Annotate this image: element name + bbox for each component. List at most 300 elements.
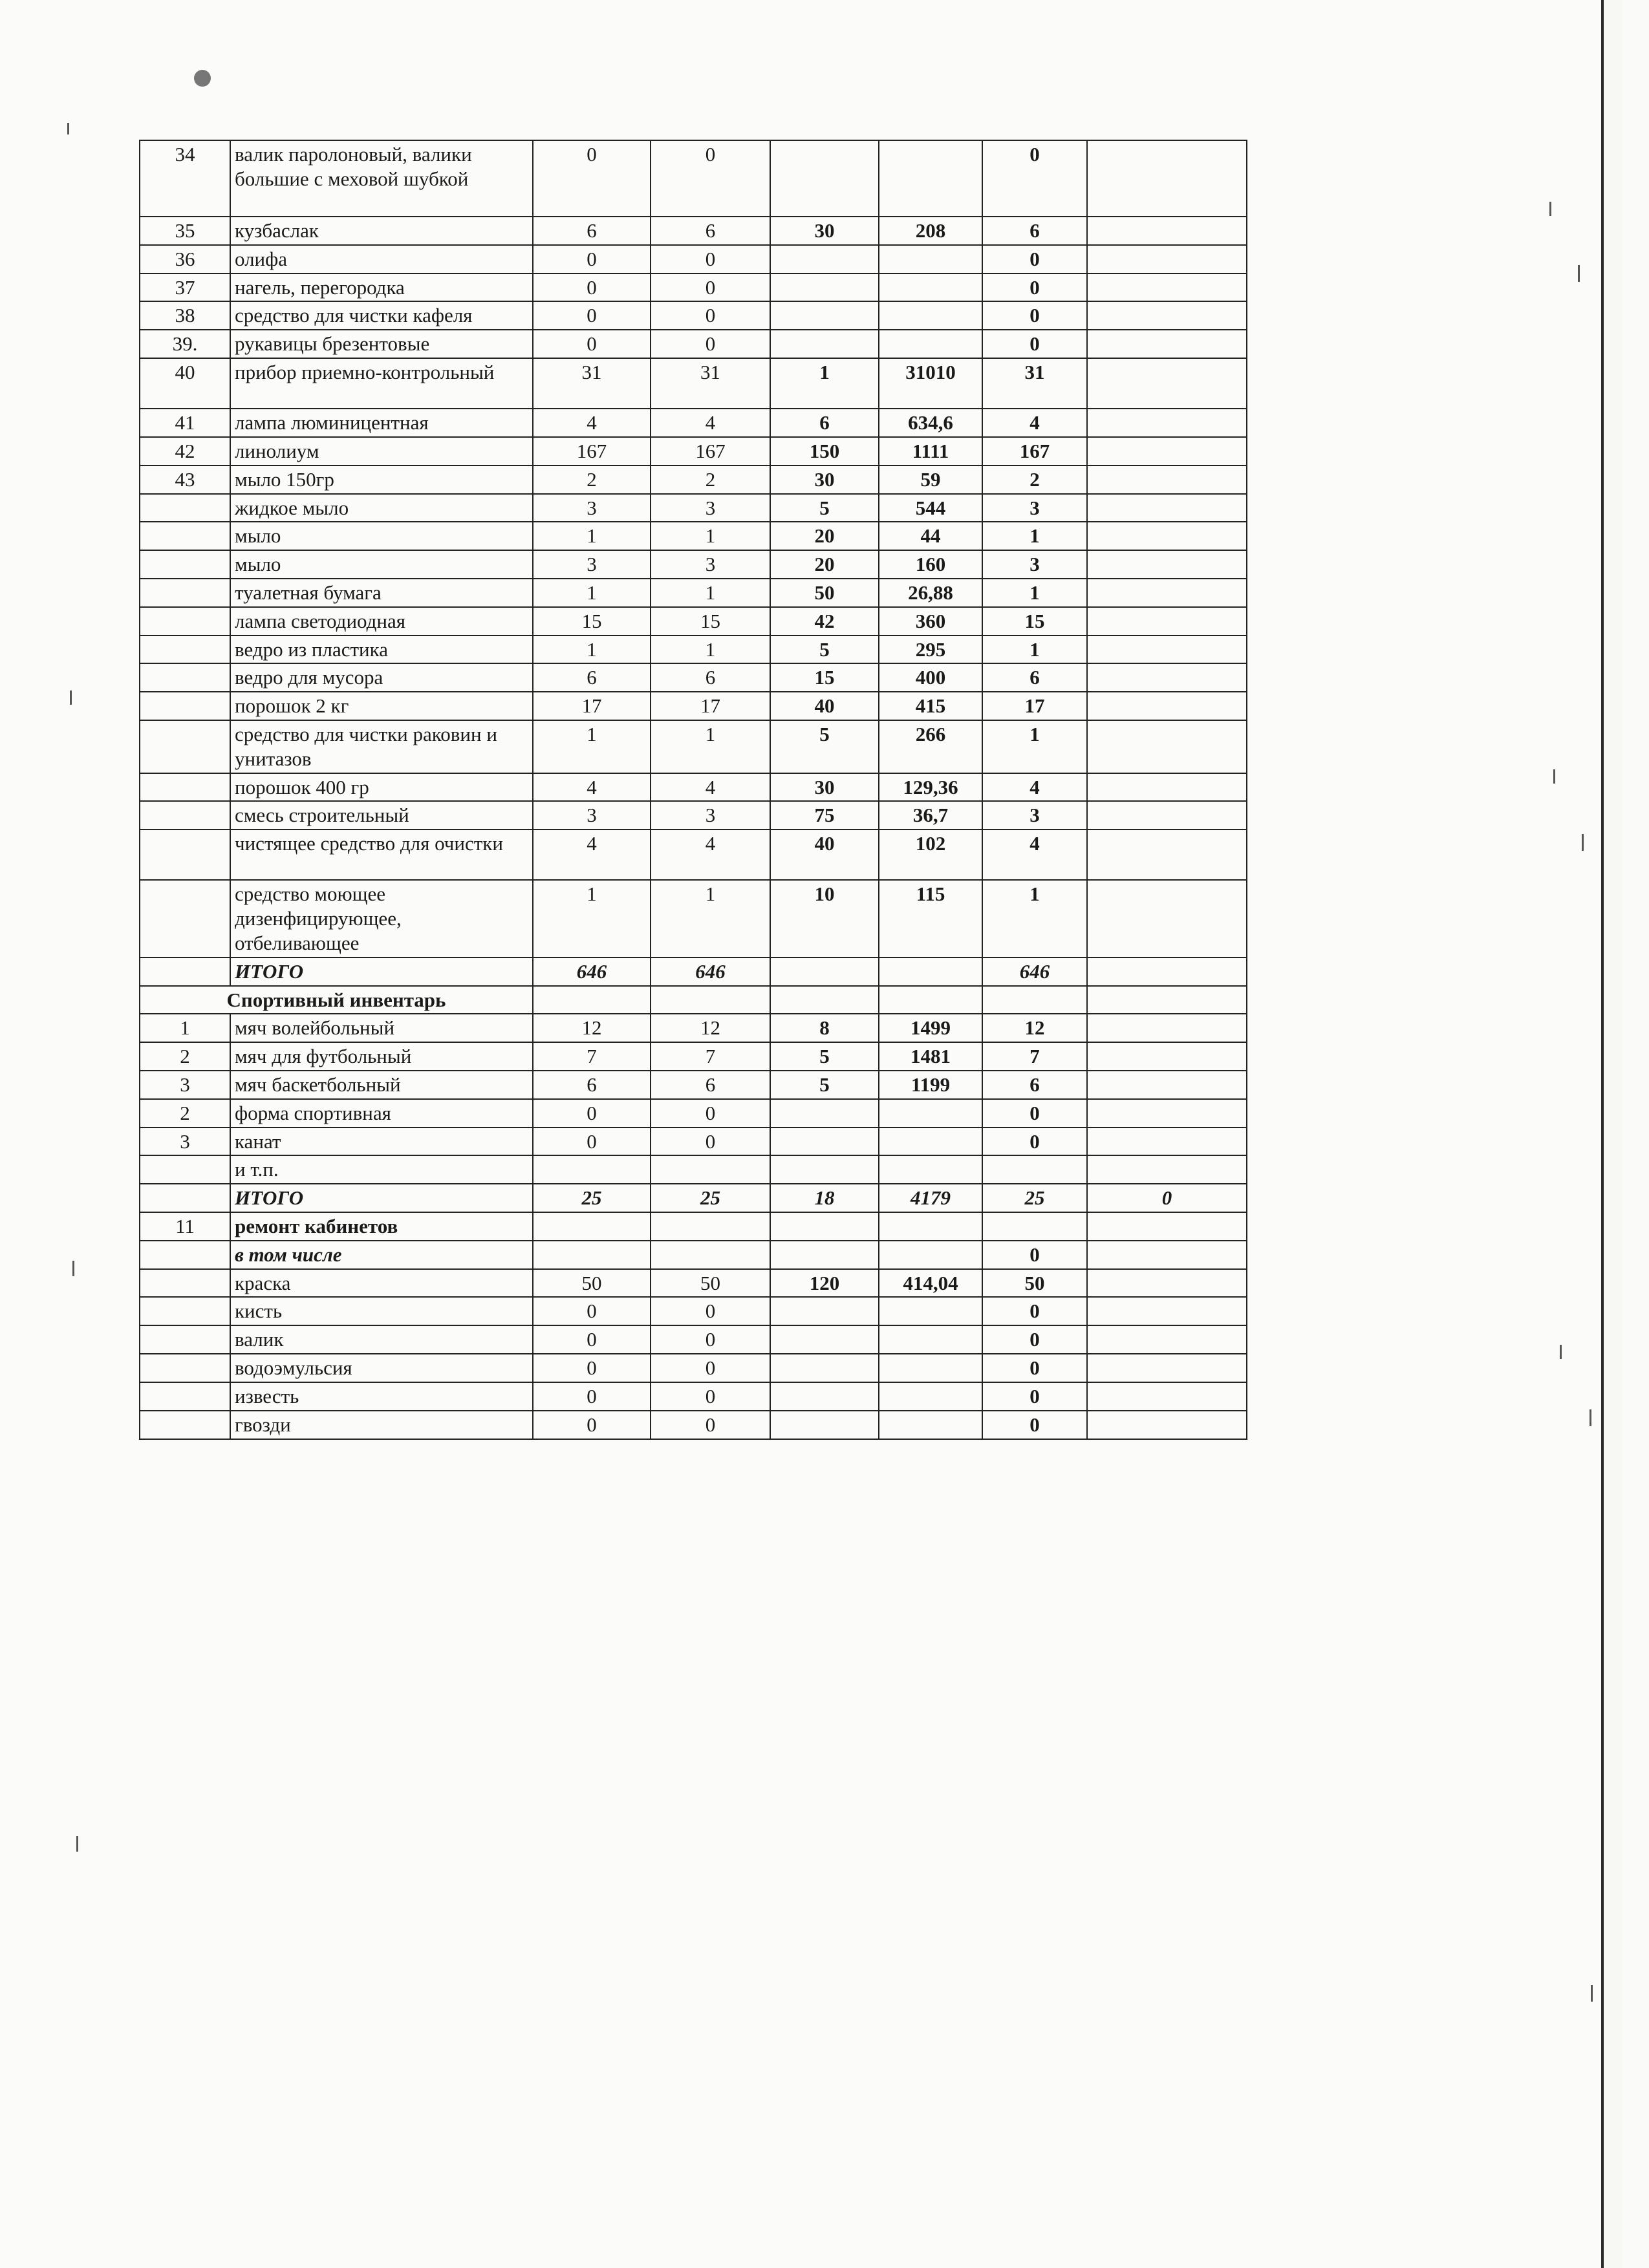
qty-received-cell: 6 — [651, 1071, 770, 1099]
qty-end-cell: 3 — [982, 550, 1087, 579]
note-cell — [1087, 773, 1247, 802]
table-row — [140, 663, 1247, 692]
note-cell — [1087, 1212, 1247, 1241]
amount-cell: 36,7 — [879, 801, 982, 829]
table-row — [140, 720, 1247, 773]
qty-end-cell: 1 — [982, 880, 1087, 957]
qty-received-cell: 3 — [651, 801, 770, 829]
qty-start-cell: 1 — [533, 579, 651, 607]
item-name-cell: мыло 150гр — [230, 465, 533, 494]
table-row — [140, 217, 1247, 245]
amount-cell — [879, 1241, 982, 1269]
item-name-cell: смесь строительный — [230, 801, 533, 829]
row-number-cell — [140, 550, 230, 579]
note-cell — [1087, 663, 1247, 692]
row-number-cell: 3 — [140, 1128, 230, 1156]
qty-received-cell: 50 — [651, 1269, 770, 1298]
row-number-cell: 42 — [140, 437, 230, 465]
row-number-cell: 39. — [140, 330, 230, 358]
qty-end-cell: 0 — [982, 1128, 1087, 1156]
table-row — [140, 1099, 1247, 1128]
qty-end-cell: 4 — [982, 829, 1087, 880]
row-number-cell — [140, 1411, 230, 1439]
row-number-cell: 11 — [140, 1212, 230, 1241]
note-cell — [1087, 1325, 1247, 1354]
scan-mark — [1582, 834, 1584, 851]
item-name-cell: ремонт кабинетов — [230, 1212, 533, 1241]
empty-cell — [651, 986, 770, 1014]
unit-price-cell: 30 — [770, 773, 879, 802]
row-number-cell — [140, 773, 230, 802]
empty-cell — [982, 986, 1087, 1014]
qty-end-cell — [982, 1212, 1087, 1241]
qty-end-cell: 1 — [982, 720, 1087, 773]
qty-received-cell: 0 — [651, 1411, 770, 1439]
qty-start-cell: 0 — [533, 1099, 651, 1128]
unit-price-cell: 30 — [770, 465, 879, 494]
item-name-cell: порошок 400 гр — [230, 773, 533, 802]
row-number-cell — [140, 1297, 230, 1325]
qty-received-cell: 0 — [651, 1297, 770, 1325]
amount-cell — [879, 1325, 982, 1354]
scan-mark — [1560, 1345, 1562, 1359]
qty-received-cell: 4 — [651, 773, 770, 802]
qty-end-cell: 1 — [982, 636, 1087, 664]
qty-start-cell: 4 — [533, 829, 651, 880]
qty-end-cell: 3 — [982, 494, 1087, 522]
amount-cell: 102 — [879, 829, 982, 880]
qty-start-cell: 0 — [533, 1382, 651, 1411]
unit-price-cell: 1 — [770, 358, 879, 409]
qty-start-cell — [533, 1241, 651, 1269]
row-number-cell — [140, 1155, 230, 1184]
table-row — [140, 1241, 1247, 1269]
qty-end-cell: 646 — [982, 957, 1087, 986]
unit-price-cell — [770, 273, 879, 302]
qty-start-cell: 2 — [533, 465, 651, 494]
note-cell — [1087, 1411, 1247, 1439]
unit-price-cell — [770, 1155, 879, 1184]
amount-cell: 160 — [879, 550, 982, 579]
amount-cell: 129,36 — [879, 773, 982, 802]
qty-end-cell: 6 — [982, 663, 1087, 692]
note-cell — [1087, 140, 1247, 217]
item-name-cell: порошок 2 кг — [230, 692, 533, 720]
qty-end-cell: 0 — [982, 140, 1087, 217]
unit-price-cell: 5 — [770, 636, 879, 664]
amount-cell: 415 — [879, 692, 982, 720]
row-number-cell — [140, 957, 230, 986]
qty-received-cell: 3 — [651, 550, 770, 579]
qty-start-cell: 646 — [533, 957, 651, 986]
note-cell — [1087, 801, 1247, 829]
scan-mark — [1591, 1985, 1593, 2002]
qty-end-cell: 0 — [982, 1411, 1087, 1439]
table-row — [140, 1071, 1247, 1099]
qty-received-cell — [651, 1212, 770, 1241]
note-cell — [1087, 1014, 1247, 1042]
qty-end-cell: 0 — [982, 1382, 1087, 1411]
qty-received-cell: 2 — [651, 465, 770, 494]
row-number-cell: 2 — [140, 1042, 230, 1071]
qty-received-cell: 0 — [651, 273, 770, 302]
note-cell — [1087, 1382, 1247, 1411]
qty-start-cell: 50 — [533, 1269, 651, 1298]
qty-end-cell: 12 — [982, 1014, 1087, 1042]
qty-received-cell: 6 — [651, 217, 770, 245]
table-row — [140, 773, 1247, 802]
note-cell — [1087, 1042, 1247, 1071]
table-row — [140, 465, 1247, 494]
item-name-cell: чистящее средство для очистки — [230, 829, 533, 880]
row-number-cell — [140, 494, 230, 522]
qty-received-cell: 0 — [651, 1382, 770, 1411]
qty-start-cell: 1 — [533, 720, 651, 773]
qty-end-cell: 1 — [982, 522, 1087, 550]
unit-price-cell: 40 — [770, 829, 879, 880]
qty-received-cell: 12 — [651, 1014, 770, 1042]
unit-price-cell: 5 — [770, 720, 879, 773]
table-row — [140, 1128, 1247, 1156]
item-name-cell: ведро из пластика — [230, 636, 533, 664]
note-cell — [1087, 330, 1247, 358]
item-name-cell: гвозди — [230, 1411, 533, 1439]
unit-price-cell: 20 — [770, 522, 879, 550]
item-name-cell: мяч волейбольный — [230, 1014, 533, 1042]
qty-received-cell: 1 — [651, 720, 770, 773]
qty-start-cell: 0 — [533, 1325, 651, 1354]
qty-end-cell: 0 — [982, 1354, 1087, 1382]
row-number-cell — [140, 579, 230, 607]
amount-cell — [879, 330, 982, 358]
qty-end-cell: 3 — [982, 801, 1087, 829]
qty-received-cell: 1 — [651, 579, 770, 607]
item-name-cell: канат — [230, 1128, 533, 1156]
unit-price-cell — [770, 957, 879, 986]
amount-cell: 44 — [879, 522, 982, 550]
row-number-cell: 38 — [140, 301, 230, 330]
item-name-cell: прибор приемно-контрольный — [230, 358, 533, 409]
scan-mark — [1549, 202, 1551, 216]
qty-start-cell: 0 — [533, 1297, 651, 1325]
qty-end-cell: 0 — [982, 330, 1087, 358]
note-cell — [1087, 880, 1247, 957]
note-cell — [1087, 636, 1247, 664]
scan-mark — [70, 690, 72, 705]
row-number-cell: 41 — [140, 409, 230, 437]
amount-cell: 26,88 — [879, 579, 982, 607]
unit-price-cell — [770, 245, 879, 273]
qty-start-cell: 1 — [533, 636, 651, 664]
table-row — [140, 1297, 1247, 1325]
unit-price-cell: 5 — [770, 1071, 879, 1099]
table-row — [140, 1382, 1247, 1411]
table-row — [140, 692, 1247, 720]
row-number-cell — [140, 692, 230, 720]
row-number-cell — [140, 880, 230, 957]
item-name-cell: средство для чистки раковин и унитазов — [230, 720, 533, 773]
qty-start-cell: 0 — [533, 1128, 651, 1156]
table-row — [140, 245, 1247, 273]
unit-price-cell: 42 — [770, 607, 879, 636]
amount-cell: 1199 — [879, 1071, 982, 1099]
table-row — [140, 636, 1247, 664]
item-name-cell: и т.п. — [230, 1155, 533, 1184]
amount-cell: 360 — [879, 607, 982, 636]
qty-received-cell: 0 — [651, 330, 770, 358]
item-name-cell: в том числе — [230, 1241, 533, 1269]
table-row — [140, 880, 1247, 957]
qty-received-cell: 646 — [651, 957, 770, 986]
amount-cell — [879, 273, 982, 302]
item-name-cell: жидкое мыло — [230, 494, 533, 522]
qty-received-cell: 1 — [651, 522, 770, 550]
row-number-cell: 2 — [140, 1099, 230, 1128]
unit-price-cell: 30 — [770, 217, 879, 245]
row-number-cell — [140, 663, 230, 692]
item-name-cell: валик — [230, 1325, 533, 1354]
table-row — [140, 829, 1247, 880]
amount-cell — [879, 301, 982, 330]
row-number-cell — [140, 1382, 230, 1411]
item-name-cell: лампа люминицентная — [230, 409, 533, 437]
qty-start-cell: 0 — [533, 1411, 651, 1439]
qty-end-cell: 6 — [982, 1071, 1087, 1099]
qty-start-cell: 6 — [533, 217, 651, 245]
qty-end-cell: 1 — [982, 579, 1087, 607]
note-cell — [1087, 437, 1247, 465]
amount-cell — [879, 245, 982, 273]
amount-cell — [879, 1411, 982, 1439]
item-name-cell: мыло — [230, 522, 533, 550]
unit-price-cell — [770, 1325, 879, 1354]
qty-received-cell: 7 — [651, 1042, 770, 1071]
amount-cell: 1499 — [879, 1014, 982, 1042]
note-cell — [1087, 579, 1247, 607]
table-row — [140, 1325, 1247, 1354]
row-number-cell: 37 — [140, 273, 230, 302]
amount-cell — [879, 1297, 982, 1325]
row-number-cell — [140, 636, 230, 664]
unit-price-cell: 150 — [770, 437, 879, 465]
qty-received-cell: 0 — [651, 1128, 770, 1156]
amount-cell: 266 — [879, 720, 982, 773]
amount-cell: 400 — [879, 663, 982, 692]
table-row — [140, 1155, 1247, 1184]
table-row — [140, 1042, 1247, 1071]
item-name-cell: нагель, перегородка — [230, 273, 533, 302]
item-name-cell: кузбаслак — [230, 217, 533, 245]
table-row — [140, 801, 1247, 829]
qty-start-cell: 3 — [533, 801, 651, 829]
note-cell — [1087, 409, 1247, 437]
table-row — [140, 579, 1247, 607]
item-name-cell: рукавицы брезентовые — [230, 330, 533, 358]
amount-cell — [879, 957, 982, 986]
row-number-cell: 40 — [140, 358, 230, 409]
qty-start-cell: 0 — [533, 273, 651, 302]
amount-cell: 208 — [879, 217, 982, 245]
qty-start-cell: 7 — [533, 1042, 651, 1071]
qty-received-cell: 15 — [651, 607, 770, 636]
table-row — [140, 1354, 1247, 1382]
item-name-cell: краска — [230, 1269, 533, 1298]
qty-received-cell: 4 — [651, 829, 770, 880]
qty-end-cell: 17 — [982, 692, 1087, 720]
qty-received-cell — [651, 1155, 770, 1184]
qty-received-cell: 0 — [651, 140, 770, 217]
note-cell: 0 — [1087, 1184, 1247, 1212]
amount-cell — [879, 1099, 982, 1128]
row-number-cell — [140, 1325, 230, 1354]
qty-end-cell: 0 — [982, 1241, 1087, 1269]
note-cell — [1087, 1269, 1247, 1298]
unit-price-cell: 50 — [770, 579, 879, 607]
qty-end-cell: 50 — [982, 1269, 1087, 1298]
item-name-cell: кисть — [230, 1297, 533, 1325]
scan-mark — [1578, 265, 1580, 282]
row-number-cell — [140, 1184, 230, 1212]
item-name-cell: линолиум — [230, 437, 533, 465]
qty-end-cell: 4 — [982, 409, 1087, 437]
qty-start-cell — [533, 1155, 651, 1184]
unit-price-cell: 75 — [770, 801, 879, 829]
qty-received-cell: 1 — [651, 880, 770, 957]
qty-start-cell: 3 — [533, 494, 651, 522]
unit-price-cell: 18 — [770, 1184, 879, 1212]
unit-price-cell — [770, 140, 879, 217]
amount-cell — [879, 1354, 982, 1382]
qty-end-cell: 25 — [982, 1184, 1087, 1212]
qty-received-cell: 6 — [651, 663, 770, 692]
note-cell — [1087, 1241, 1247, 1269]
qty-start-cell: 4 — [533, 409, 651, 437]
total-row — [140, 957, 1247, 986]
note-cell — [1087, 217, 1247, 245]
amount-cell: 1111 — [879, 437, 982, 465]
item-name-cell: ИТОГО — [230, 957, 533, 986]
qty-start-cell: 0 — [533, 330, 651, 358]
scan-mark — [72, 1261, 74, 1276]
amount-cell — [879, 1155, 982, 1184]
note-cell — [1087, 720, 1247, 773]
amount-cell: 59 — [879, 465, 982, 494]
qty-received-cell: 0 — [651, 245, 770, 273]
amount-cell: 31010 — [879, 358, 982, 409]
row-number-cell — [140, 1269, 230, 1298]
amount-cell — [879, 1212, 982, 1241]
table-row — [140, 301, 1247, 330]
qty-end-cell: 167 — [982, 437, 1087, 465]
qty-start-cell: 0 — [533, 301, 651, 330]
qty-end-cell: 31 — [982, 358, 1087, 409]
table-row — [140, 273, 1247, 302]
scan-mark — [1590, 1409, 1591, 1426]
qty-received-cell: 0 — [651, 301, 770, 330]
item-name-cell: мяч баскетбольный — [230, 1071, 533, 1099]
table-row — [140, 140, 1247, 217]
qty-received-cell: 4 — [651, 409, 770, 437]
item-name-cell: туалетная бумага — [230, 579, 533, 607]
note-cell — [1087, 494, 1247, 522]
scan-speck — [194, 70, 211, 87]
table-row — [140, 330, 1247, 358]
note-cell — [1087, 550, 1247, 579]
unit-price-cell: 5 — [770, 1042, 879, 1071]
row-number-cell — [140, 1354, 230, 1382]
note-cell — [1087, 1099, 1247, 1128]
section-title: Спортивный инвентарь — [140, 986, 533, 1014]
row-number-cell — [140, 829, 230, 880]
unit-price-cell — [770, 1128, 879, 1156]
unit-price-cell — [770, 1212, 879, 1241]
unit-price-cell — [770, 301, 879, 330]
amount-cell: 634,6 — [879, 409, 982, 437]
qty-received-cell: 0 — [651, 1099, 770, 1128]
inventory-table — [139, 140, 1247, 1440]
note-cell — [1087, 829, 1247, 880]
unit-price-cell — [770, 1099, 879, 1128]
row-number-cell — [140, 1241, 230, 1269]
row-number-cell: 36 — [140, 245, 230, 273]
qty-received-cell: 31 — [651, 358, 770, 409]
note-cell — [1087, 957, 1247, 986]
row-number-cell — [140, 522, 230, 550]
table-row — [140, 1269, 1247, 1298]
row-number-cell — [140, 801, 230, 829]
table-row — [140, 522, 1247, 550]
qty-received-cell: 1 — [651, 636, 770, 664]
item-name-cell: валик паролоновый, валики большие с меховой шубкой — [230, 140, 533, 217]
unit-price-cell: 10 — [770, 880, 879, 957]
amount-cell — [879, 1382, 982, 1411]
table-row — [140, 1212, 1247, 1241]
qty-received-cell: 0 — [651, 1354, 770, 1382]
qty-end-cell: 4 — [982, 773, 1087, 802]
table-row — [140, 550, 1247, 579]
amount-cell: 4179 — [879, 1184, 982, 1212]
unit-price-cell — [770, 1411, 879, 1439]
note-cell — [1087, 1128, 1247, 1156]
qty-end-cell: 0 — [982, 1325, 1087, 1354]
amount-cell — [879, 1128, 982, 1156]
item-name-cell: лампа светодиодная — [230, 607, 533, 636]
qty-start-cell: 17 — [533, 692, 651, 720]
empty-cell — [533, 986, 651, 1014]
qty-end-cell: 0 — [982, 301, 1087, 330]
empty-cell — [879, 986, 982, 1014]
qty-received-cell: 0 — [651, 1325, 770, 1354]
table-row — [140, 607, 1247, 636]
item-name-cell: водоэмульсия — [230, 1354, 533, 1382]
note-cell — [1087, 1354, 1247, 1382]
qty-received-cell: 3 — [651, 494, 770, 522]
qty-end-cell: 6 — [982, 217, 1087, 245]
unit-price-cell: 40 — [770, 692, 879, 720]
qty-start-cell: 167 — [533, 437, 651, 465]
section-row — [140, 986, 1247, 1014]
qty-start-cell: 0 — [533, 245, 651, 273]
item-name-cell: мыло — [230, 550, 533, 579]
inventory-table-body — [140, 140, 1247, 1439]
amount-cell: 295 — [879, 636, 982, 664]
item-name-cell: известь — [230, 1382, 533, 1411]
unit-price-cell — [770, 1297, 879, 1325]
qty-start-cell: 15 — [533, 607, 651, 636]
row-number-cell — [140, 607, 230, 636]
qty-end-cell: 2 — [982, 465, 1087, 494]
note-cell — [1087, 1155, 1247, 1184]
